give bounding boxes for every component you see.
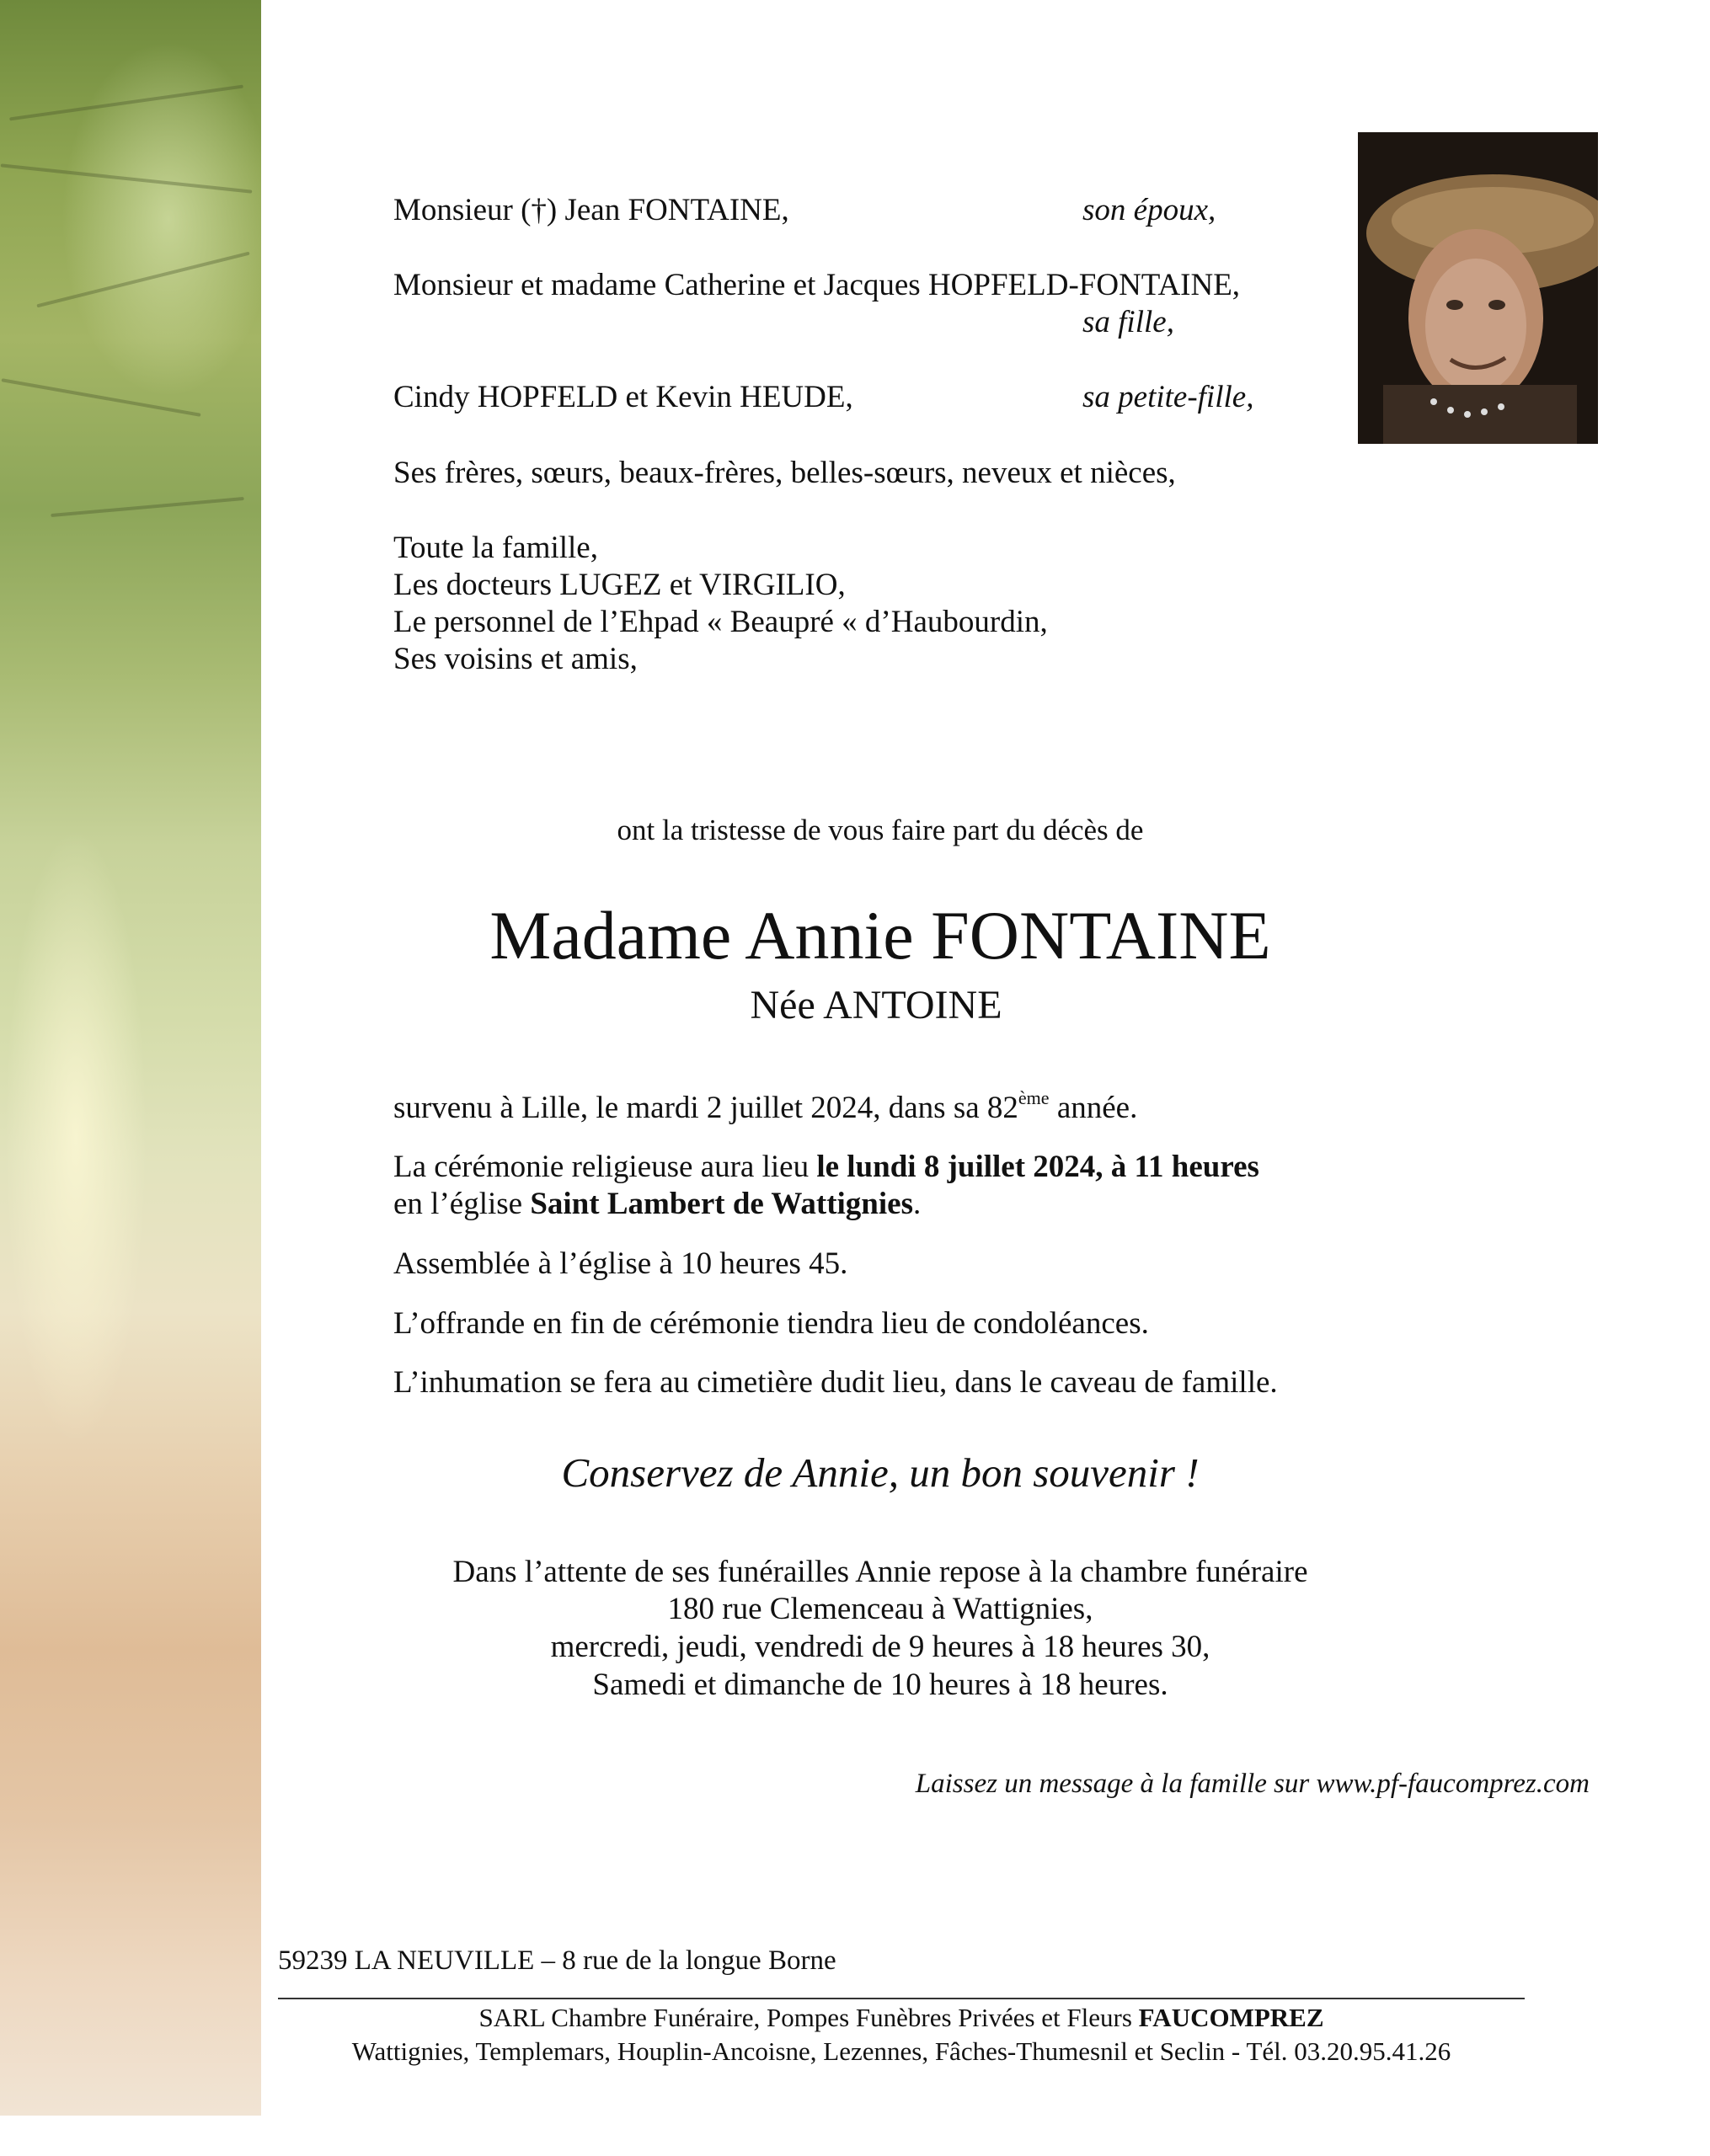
memory-quote: Conservez de Annie, un bon souvenir ! bbox=[561, 1449, 1200, 1496]
portrait-photo bbox=[1358, 132, 1598, 444]
announcement-intro: ont la tristesse de vous faire part du décès de bbox=[617, 814, 1144, 846]
deceased-name: Madame Annie FONTAINE bbox=[489, 897, 1271, 974]
daughter-relation: sa fille, bbox=[1082, 305, 1174, 339]
online-message-link: Laissez un message à la famille sur www.pf-faucomprez.com bbox=[915, 1769, 1590, 1799]
others-line-4: Ses voisins et amis, bbox=[393, 642, 638, 676]
footer-company: SARL Chambre Funéraire, Pompes Funèbres Privées et Fleurs FAUCOMPREZ bbox=[478, 2003, 1324, 2032]
granddaughter-name: Cindy HOPFELD et Kevin HEUDE, bbox=[393, 380, 853, 414]
siblings-line: Ses frères, sœurs, beaux-frères, belles-sœurs, neveux et nièces, bbox=[393, 456, 1176, 490]
death-details: survenu à Lille, le mardi 2 juillet 2024, dans sa 82ème année. bbox=[393, 1087, 1138, 1125]
spouse-name: Monsieur (†) Jean FONTAINE, bbox=[393, 193, 789, 227]
ceremony-line: La cérémonie religieuse aura lieu le lundi 8 juillet 2024, à 11 heures bbox=[393, 1150, 1259, 1184]
visitation-line-1: Dans l’attente de ses funérailles Annie repose à la chambre funéraire bbox=[452, 1555, 1308, 1589]
others-line-3: Le personnel de l’Ehpad « Beaupré « d’Haubourdin, bbox=[393, 605, 1048, 639]
others-line-1: Toute la famille, bbox=[393, 531, 598, 565]
visitation-line-2: 180 rue Clemenceau à Wattignies, bbox=[667, 1592, 1093, 1626]
burial-line: L’inhumation se fera au cimetière dudit lieu, dans le caveau de famille. bbox=[393, 1365, 1278, 1400]
visitation-line-3: mercredi, jeudi, vendredi de 9 heures à 18 heures 30, bbox=[550, 1630, 1210, 1664]
church-line: en l’église Saint Lambert de Wattignies. bbox=[393, 1187, 922, 1221]
daughter-name: Monsieur et madame Catherine et Jacques HOPFELD-FONTAINE, bbox=[393, 268, 1241, 302]
footer-locations: Wattignies, Templemars, Houplin-Ancoisne, Lezennes, Fâches-Thumesnil et Seclin - Tél. 03.20.95.41.26 bbox=[351, 2036, 1451, 2066]
visitation-line-4: Samedi et dimanche de 10 heures à 18 heures. bbox=[592, 1668, 1168, 1702]
assembly-line: Assemblée à l’église à 10 heures 45. bbox=[393, 1246, 848, 1281]
others-line-2: Les docteurs LUGEZ et VIRGILIO, bbox=[393, 568, 846, 602]
granddaughter-relation: sa petite-fille, bbox=[1082, 380, 1254, 414]
address-line: 59239 LA NEUVILLE – 8 rue de la longue Borne bbox=[278, 1945, 836, 1976]
footer-divider bbox=[278, 1998, 1525, 1999]
forest-path-image bbox=[0, 0, 261, 2116]
offering-line: L’offrande en fin de cérémonie tiendra lieu de condoléances. bbox=[393, 1306, 1149, 1341]
spouse-relation: son époux, bbox=[1082, 193, 1216, 227]
birth-name: Née ANTOINE bbox=[750, 983, 1002, 1027]
